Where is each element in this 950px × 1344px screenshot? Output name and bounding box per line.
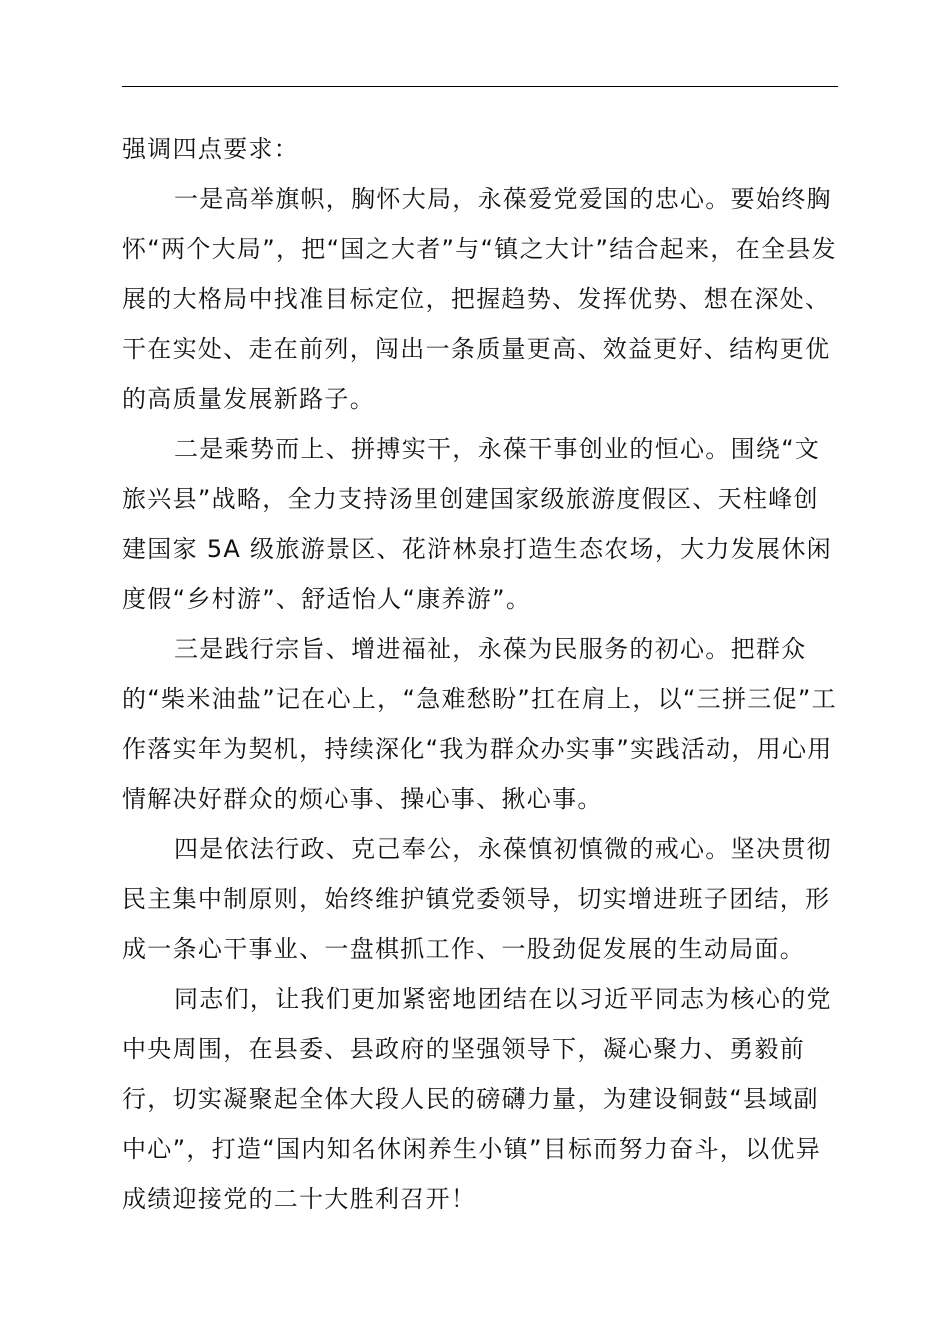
- paragraph-requirement-2: 二是乘势而上、拼搏实干，永葆干事创业的恒心。围绕“文旅兴县”战略，全力支持汤里创建国家级旅游度假区、天柱峰创建国家 5A 级旅游景区、花浒林泉打造生态农场，大力发展休闲度假“乡村游”、舒适怡人“康养游”。: [122, 435, 832, 613]
- paragraph-closing: 同志们，让我们更加紧密地团结在以习近平同志为核心的党中央周围，在县委、县政府的坚强领导下，凝心聚力、勇毅前行，切实凝聚起全体大段人民的磅礴力量，为建设铜鼓“县域副中心”，打造“国内知名休闲养生小镇”目标而努力奋斗，以优异成绩迎接党的二十大胜利召开！: [122, 985, 832, 1213]
- paragraph-requirement-1: 一是高举旗帜，胸怀大局，永葆爱党爱国的忠心。要始终胸怀“两个大局”，把“国之大者”与“镇之大计”结合起来，在全县发展的大格局中找准目标定位，把握趋势、发挥优势、想在深处、干在实处、走在前列，闯出一条质量更高、效益更好、结构更优的高质量发展新路子。: [122, 185, 837, 413]
- paragraph-requirement-3: 三是践行宗旨、增进福祉，永葆为民服务的初心。把群众的“柴米油盐”记在心上，“急难愁盼”扛在肩上，以“三拼三促”工作落实年为契机，持续深化“我为群众办实事”实践活动，用心用情解决好群众的烦心事、操心事、揪心事。: [122, 635, 837, 813]
- intro-paragraph: 强调四点要求：: [122, 135, 300, 163]
- header-divider: [122, 86, 838, 87]
- paragraph-requirement-4: 四是依法行政、克己奉公，永葆慎初慎微的戒心。坚决贯彻民主集中制原则，始终维护镇党委领导，切实增进班子团结，形成一条心干事业、一盘棋抓工作、一股劲促发展的生动局面。: [122, 835, 832, 963]
- document-body: [122, 124, 838, 1224]
